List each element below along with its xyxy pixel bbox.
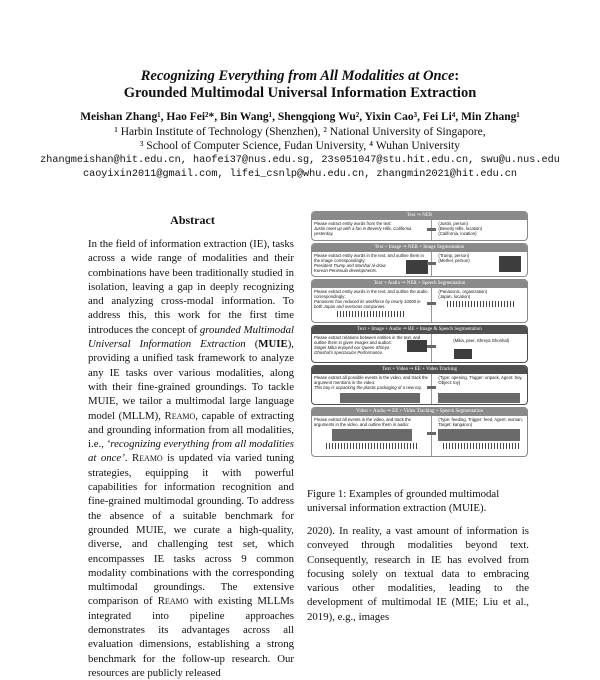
figure-panel-image-seg: Text + Image ⇒ NER + Image Segmentation Please extract entity words in the text, and outline them in the image correspondingly: President Trump and Marshal al-draw Korean Peninsula developments. (Trump, person) (Merkel, person)	[311, 243, 528, 277]
waveform-icon	[337, 311, 406, 317]
arrow-icon	[427, 345, 436, 348]
arrow-icon	[427, 228, 436, 231]
figure-1	[311, 211, 528, 479]
photo-image	[406, 260, 428, 274]
figure-caption: Figure 1: Examples of grounded multimodal universal information extraction (MUIE).	[307, 488, 500, 514]
figure-panel-audio-seg: Text + Audio ⇒ NER + Speech Segmentation Please extract entity words in the text, and outline the audio correspondingly: Panasonic has reduced its workforce by nearly 10000 in both Japan and overseas companies. (Panasonic, organization) (Japan, location)	[311, 279, 528, 323]
waveform-icon	[326, 443, 418, 449]
video-frames	[438, 393, 520, 403]
photo-image	[499, 256, 521, 272]
video-frames	[332, 429, 412, 441]
affiliation-1: ¹ Harbin Institute of Technology (Shenzhen), ² National University of Singapore,	[114, 125, 486, 138]
author-names: Meishan Zhang¹, Hao Fei²*, Bin Wang¹, Shengqiong Wu², Yixin Cao³, Fei Li⁴, Min Zhang¹	[80, 111, 520, 123]
waveform-icon	[443, 443, 520, 449]
paper-title: Recognizing Everything from All Modalities at Once: Grounded Multimodal Universal Information Extraction	[123, 68, 477, 101]
figure-panel-video-audio: Video + Audio ⇒ EE + Video Tracking + Speech Segmentation Please extract all events in the video, and track the arguments in the video, and outline them in audio: (Type: feeding, Trigger: feed, Agent: woman, Target: kangaroo)	[311, 407, 528, 457]
body-text-right: 2020). In reality, a vast amount of information is conveyed through modalities beyond text. Consequently, research in IE has evolved from focusing solely on textual data to embracing various other modalities, leading to the development of multimodal IE (MIE; Liu et al., 2019), e.g., images	[307, 525, 529, 623]
author-block	[0, 110, 600, 182]
photo-image	[454, 349, 472, 359]
figure-panel-re: Text + Image + Audio ⇒ RE + Image & Speech Segmentation Please extract relations between entities in the text, and outline them in given images and audios: Singer Mika enjoyed our Queen Shreya Ghoshal's spectacular Performance. (Mika, peer, Shreya Ghoshal)	[311, 325, 528, 363]
photo-image	[407, 340, 427, 352]
figure-panel-video: Text + Video ⇒ EE + Video Tracking Please extract all possible events in the video, and track the argument mentions in the video: This boy is unpacking the plastic packaging of a new toy. (Type: opening, Trigger: unpack, Agent: boy, Object: toy)	[311, 365, 528, 405]
abstract-body: In the field of information extraction (IE), tasks across a wide range of modalities and their combinations have been traditionally studied in isolation, leaving a gap in deeply recognizing and analyzing cross-modal information. To address this, this work for the first time introduces the concept of grounded Multimodal Universal Information Extraction (MUIE), providing a unified task framework to analyze any IE tasks over various modalities, along with their fine-grained groundings. To tackle MUIE, we tailor a multimodal large language model (MLLM), Reamo, capable of extracting and grounding information from all modalities, i.e., ‘recognizing everything from all modalities at once’. Reamo is updated via varied tuning strategies, equipping it with powerful capabilities for information recognition and fine-grained multimodal grounding. To address the absence of a suitable benchmark for grounded MUIE, we curate a high-quality, diverse, and challenging test set, which encompasses IE tasks across 9 common modality combinations with the corresponding multimodal groundings. The extensive comparison of Reamo with existing MLLMs integrated into pipeline approaches demonstrates its advantages across all evaluation dimensions, establishing a strong benchmark for the follow-up research. Our resources are publicly released	[88, 238, 295, 679]
arrow-icon	[427, 432, 436, 435]
affiliation-2: ³ School of Computer Science, Fudan University, ⁴ Wuhan University	[139, 140, 460, 152]
abstract-heading: Abstract	[170, 213, 215, 227]
emails-1: zhangmeishan@hit.edu.cn, haofei37@nus.edu.sg, 23s051047@stu.hit.edu.cn, swu@u.nus.edu	[40, 154, 560, 166]
video-frames	[438, 429, 520, 441]
title-line1: Recognizing Everything from All Modalities at Once	[140, 68, 455, 84]
emails-2: caoyixin2011@gmail.com, lifei_csnlp@whu.edu.cn, zhangmin2021@hit.edu.cn	[82, 168, 518, 180]
title-line2: Grounded Multimodal Universal Information Extraction	[123, 85, 477, 101]
arrow-icon	[427, 386, 436, 389]
figure-panel-ner: Text ⇒ NER Please extract entity words from the text: Justin meet up with a fan in Beverly Hills, California yesterday. (Justin, person) (Beverly Hills, location) (California, location)	[311, 211, 528, 241]
arrow-icon	[427, 302, 436, 305]
video-frames	[340, 393, 420, 403]
waveform-icon	[447, 301, 515, 307]
arrow-icon	[427, 262, 436, 265]
